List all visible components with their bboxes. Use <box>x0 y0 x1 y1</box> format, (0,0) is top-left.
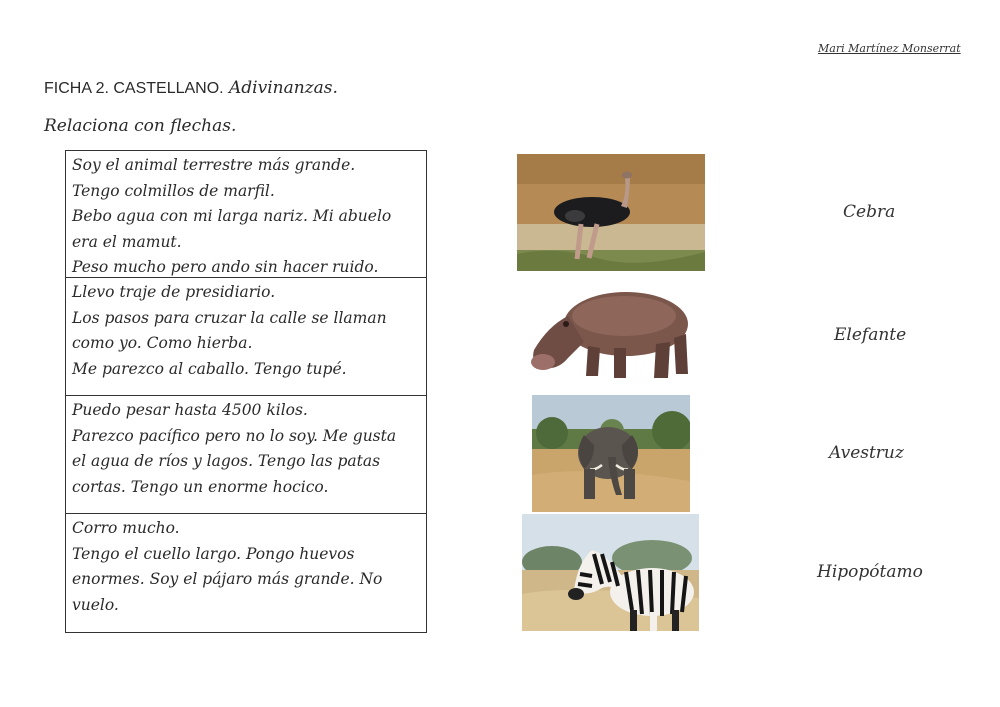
author-name: Mari Martínez Monserrat <box>818 42 961 55</box>
riddle-line: Peso mucho pero ando sin hacer ruido. <box>72 258 379 276</box>
riddle-line: Corro mucho. <box>72 519 180 537</box>
riddle-line: Me parezco al caballo. Tengo tupé. <box>72 359 347 378</box>
ostrich-photo[interactable] <box>517 154 705 271</box>
riddle-line: Bebo agua con mi larga nariz. Mi abuelo <box>72 207 392 225</box>
riddle-table <box>65 150 427 633</box>
elephant-photo[interactable] <box>532 395 690 512</box>
riddle-line: cortas. Tengo un enorme hocico. <box>72 477 329 496</box>
riddle-line: vuelo. <box>72 595 119 614</box>
worksheet-title <box>44 78 338 98</box>
riddle-line: Los pasos para cruzar la calle se llaman <box>72 308 387 327</box>
animal-name-hipopotamo: Hipopótamo <box>817 562 923 582</box>
riddle-line: Tengo el cuello largo. Pongo huevos <box>72 544 355 563</box>
riddle-cell-2 <box>66 278 426 396</box>
riddle-line: como yo. Como hierba. <box>72 334 253 352</box>
riddle-cell-1 <box>66 151 426 278</box>
zebra-photo[interactable] <box>522 514 699 631</box>
riddle-line: Parezco pacífico pero no lo soy. Me gusta <box>72 426 397 445</box>
hippo-photo[interactable] <box>528 286 690 384</box>
riddle-line: enormes. Soy el pájaro más grande. No <box>72 570 383 588</box>
riddle-line: el agua de ríos y lagos. Tengo las patas <box>72 452 381 470</box>
riddle-cell-3 <box>66 396 426 514</box>
animal-name-cebra: Cebra <box>843 202 896 222</box>
riddle-line: Soy el animal terrestre más grande. <box>72 156 356 174</box>
riddle-line: Puedo pesar hasta 4500 kilos. <box>72 401 308 419</box>
title-subject: Adivinanzas. <box>229 78 338 98</box>
instruction: Relaciona con flechas. <box>44 116 237 136</box>
title-prefix: FICHA 2. CASTELLANO. <box>44 80 224 97</box>
riddle-cell-4 <box>66 514 426 632</box>
animal-name-avestruz: Avestruz <box>829 443 904 463</box>
animal-name-elefante: Elefante <box>834 325 907 345</box>
riddle-line: Llevo traje de presidiario. <box>72 283 276 301</box>
riddle-line: era el mamut. <box>72 232 182 251</box>
riddle-line: Tengo colmillos de marfil. <box>72 181 275 200</box>
